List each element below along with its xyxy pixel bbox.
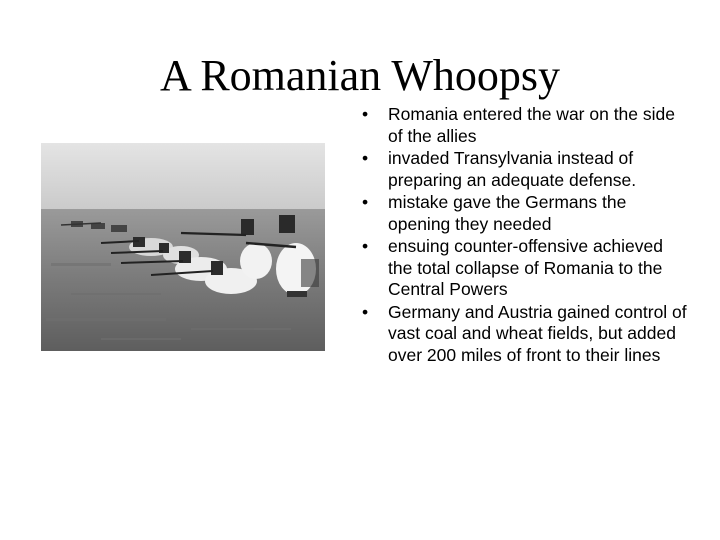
- bullet-item: [359, 192, 689, 235]
- bullet-text: Romania entered the war on the side of the allies: [388, 104, 675, 146]
- bullet-glyph: •: [362, 148, 369, 168]
- bullet-text: invaded Transylvania instead of preparing an adequate defense.: [388, 148, 637, 190]
- bullet-item: [359, 148, 689, 191]
- bullet-glyph: •: [362, 104, 369, 124]
- bullet-item: [359, 104, 689, 147]
- bullet-list: [359, 104, 689, 367]
- bullet-item: [359, 302, 689, 367]
- bullet-text: mistake gave the Germans the opening they needed: [388, 192, 627, 234]
- slide-title: A Romanian Whoopsy: [159, 51, 561, 100]
- bullet-glyph: •: [362, 301, 369, 322]
- bullet-text: Germany and Austria gained control of vast coal and wheat fields, but added over 200 miles of front to their lines: [388, 301, 687, 365]
- bullet-glyph: •: [362, 236, 369, 256]
- bullet-text: ensuing counter-offensive achieved the total collapse of Romania to the Central Powers: [388, 236, 664, 299]
- bullet-item: [359, 236, 689, 301]
- bullet-glyph: •: [362, 192, 369, 212]
- soldiers-photo: [41, 143, 325, 351]
